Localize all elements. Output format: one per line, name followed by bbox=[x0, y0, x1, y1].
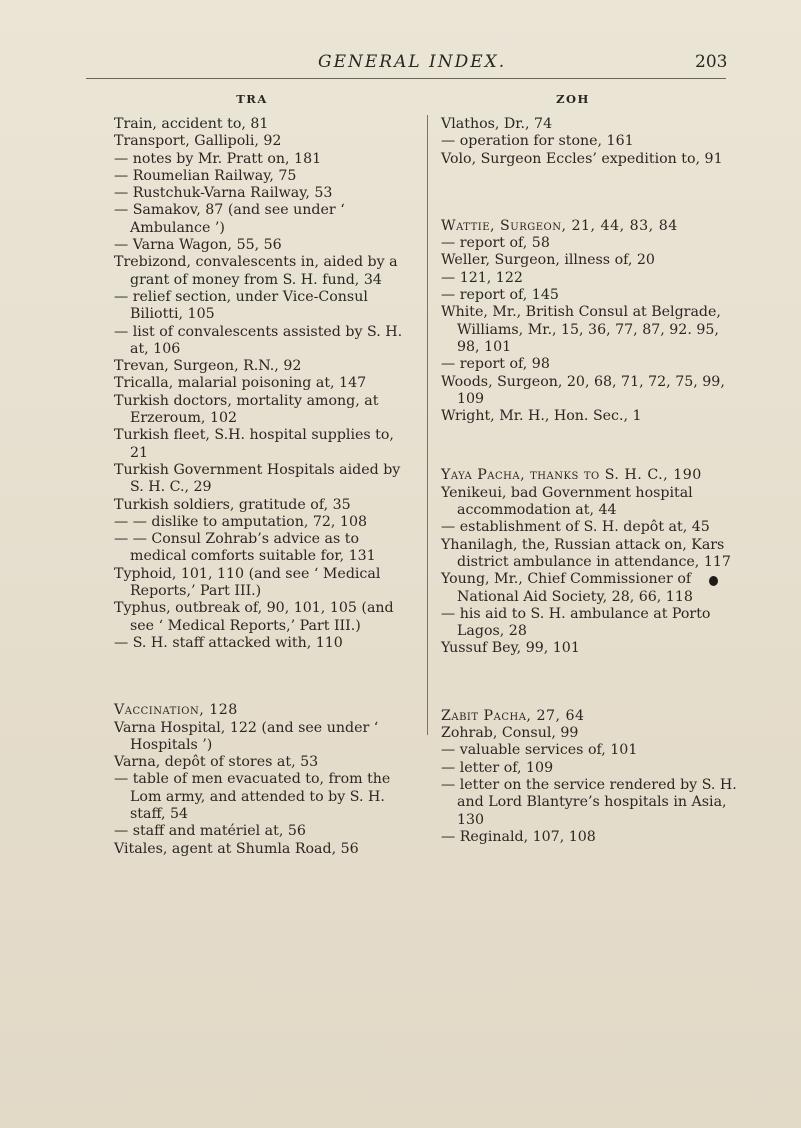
index-entry: Zabit Pacha, 27, 64 bbox=[441, 707, 585, 724]
column-divider bbox=[427, 115, 428, 735]
column-heading: ZOH bbox=[556, 92, 590, 106]
index-entry: Young, Mr., Chief Commissioner of National Aid Society, 28, 66, 118 bbox=[441, 571, 693, 605]
index-entry: — Samakov, 87 (and see under ‘ Ambulance ’) bbox=[114, 202, 345, 236]
index-entry: Trevan, Surgeon, R.N., 92 bbox=[114, 358, 302, 375]
index-entry: Vlathos, Dr., 74 bbox=[441, 116, 553, 132]
column-heading: TRA bbox=[236, 92, 268, 106]
index-entry: Yenikeui, bad Government hospital accommodation at, 44 bbox=[441, 484, 693, 519]
index-entry: — Rustchuk-Varna Railway, 53 bbox=[114, 185, 333, 202]
index-entry: Woods, Surgeon, 20, 68, 71, 72, 75, 99, 109 bbox=[441, 373, 725, 407]
index-entry: — his aid to S. H. ambulance at Porto Lagos, 28 bbox=[441, 605, 711, 640]
index-entry: — relief section, under Vice-Consul Biliotti, 105 bbox=[114, 288, 368, 323]
header-rule bbox=[86, 78, 726, 79]
index-entry: — list of convalescents assisted by S. H. at, 106 bbox=[114, 323, 403, 357]
index-entry: — notes by Mr. Pratt on, 181 bbox=[114, 150, 322, 167]
index-entry: Varna Hospital, 122 (and see under ‘ Hospitals ’) bbox=[114, 719, 379, 753]
index-entry: Tricalla, malarial poisoning at, 147 bbox=[114, 375, 367, 392]
page-number: 203 bbox=[695, 52, 728, 72]
running-head bbox=[0, 52, 801, 76]
index-entry: Wattie, Surgeon, 21, 44, 83, 84 bbox=[441, 217, 678, 234]
index-entry: — S. H. staff attacked with, 110 bbox=[114, 634, 343, 651]
index-entry: Yussuf Bey, 99, 101 bbox=[441, 640, 580, 657]
index-entry: — operation for stone, 161 bbox=[441, 133, 634, 150]
index-entry: — valuable services of, 101 bbox=[441, 742, 638, 759]
index-entry: — letter on the service rendered by S. H. and Lord Blantyre’s hospitals in Asia, 130 bbox=[441, 776, 737, 828]
left-column bbox=[114, 93, 414, 858]
index-entry: — table of men evacuated to, from the Lom army, and attended to by S. H. staff, 54 bbox=[114, 771, 391, 822]
index-entry: — report of, 58 bbox=[441, 235, 550, 252]
index-entry: Turkish fleet, S.H. hospital supplies to, 21 bbox=[114, 427, 394, 461]
index-entry: Turkish Government Hospitals aided by S. H. C., 29 bbox=[114, 461, 401, 496]
index-entry: Weller, Surgeon, illness of, 20 bbox=[441, 252, 655, 269]
index-entry: Zohrab, Consul, 99 bbox=[441, 725, 579, 742]
index-entry: Train, accident to, 81 bbox=[114, 116, 269, 132]
index-entry: Vaccination, 128 bbox=[114, 702, 238, 719]
index-entry: Turkish doctors, mortality among, at Erzeroum, 102 bbox=[114, 392, 379, 427]
section-gap bbox=[114, 652, 414, 702]
index-entry: — report of, 145 bbox=[441, 287, 559, 304]
index-entry: — Varna Wagon, 55, 56 bbox=[114, 237, 282, 254]
index-entry: — establishment of S. H. depôt at, 45 bbox=[441, 519, 710, 536]
index-entry: Typhus, outbreak of, 90, 101, 105 (and see ‘ Medical Reports,’ Part III.) bbox=[114, 600, 394, 634]
index-entry: Typhoid, 101, 110 (and see ‘ Medical Reports,’ Part III.) bbox=[114, 565, 381, 600]
index-entry: Yaya Pacha, thanks to S. H. C., 190 bbox=[441, 467, 702, 484]
section-gap bbox=[441, 168, 737, 218]
index-entry: — Roumelian Railway, 75 bbox=[114, 167, 297, 184]
ink-blot bbox=[709, 576, 718, 586]
section-gap bbox=[441, 658, 737, 708]
index-entry: Volo, Surgeon Eccles’ expedition to, 91 bbox=[441, 150, 723, 167]
section-gap bbox=[441, 425, 737, 467]
index-entry: Wright, Mr. H., Hon. Sec., 1 bbox=[441, 408, 642, 425]
index-entry: — staff and matériel at, 56 bbox=[114, 823, 306, 840]
index-entry: — Reginald, 107, 108 bbox=[441, 828, 596, 845]
index-entry: — report of, 98 bbox=[441, 356, 550, 373]
index-entry: Varna, depôt of stores at, 53 bbox=[114, 754, 319, 771]
index-entry: — — Consul Zohrab’s advice as to medical comforts suitable for, 131 bbox=[114, 531, 376, 565]
index-entry: White, Mr., British Consul at Belgrade, Williams, Mr., 15, 36, 77, 87, 92. 95, 98, 101 bbox=[441, 304, 721, 355]
right-column bbox=[441, 93, 737, 846]
index-entry: Vitales, agent at Shumla Road, 56 bbox=[114, 840, 359, 857]
index-entry: — letter of, 109 bbox=[441, 759, 554, 776]
index-entry: Transport, Gallipoli, 92 bbox=[114, 133, 282, 150]
index-entry: Trebizond, convalescents in, aided by a grant of money from S. H. fund, 34 bbox=[114, 254, 398, 288]
index-entry: Yhanilagh, the, Russian attack on, Kars district ambulance in attendance, 117 bbox=[441, 536, 731, 570]
index-entry: Turkish soldiers, gratitude of, 35 bbox=[114, 496, 351, 513]
index-entry: — 121, 122 bbox=[441, 269, 523, 286]
index-entry: — — dislike to amputation, 72, 108 bbox=[114, 513, 368, 530]
page-title: GENERAL INDEX. bbox=[318, 52, 507, 72]
